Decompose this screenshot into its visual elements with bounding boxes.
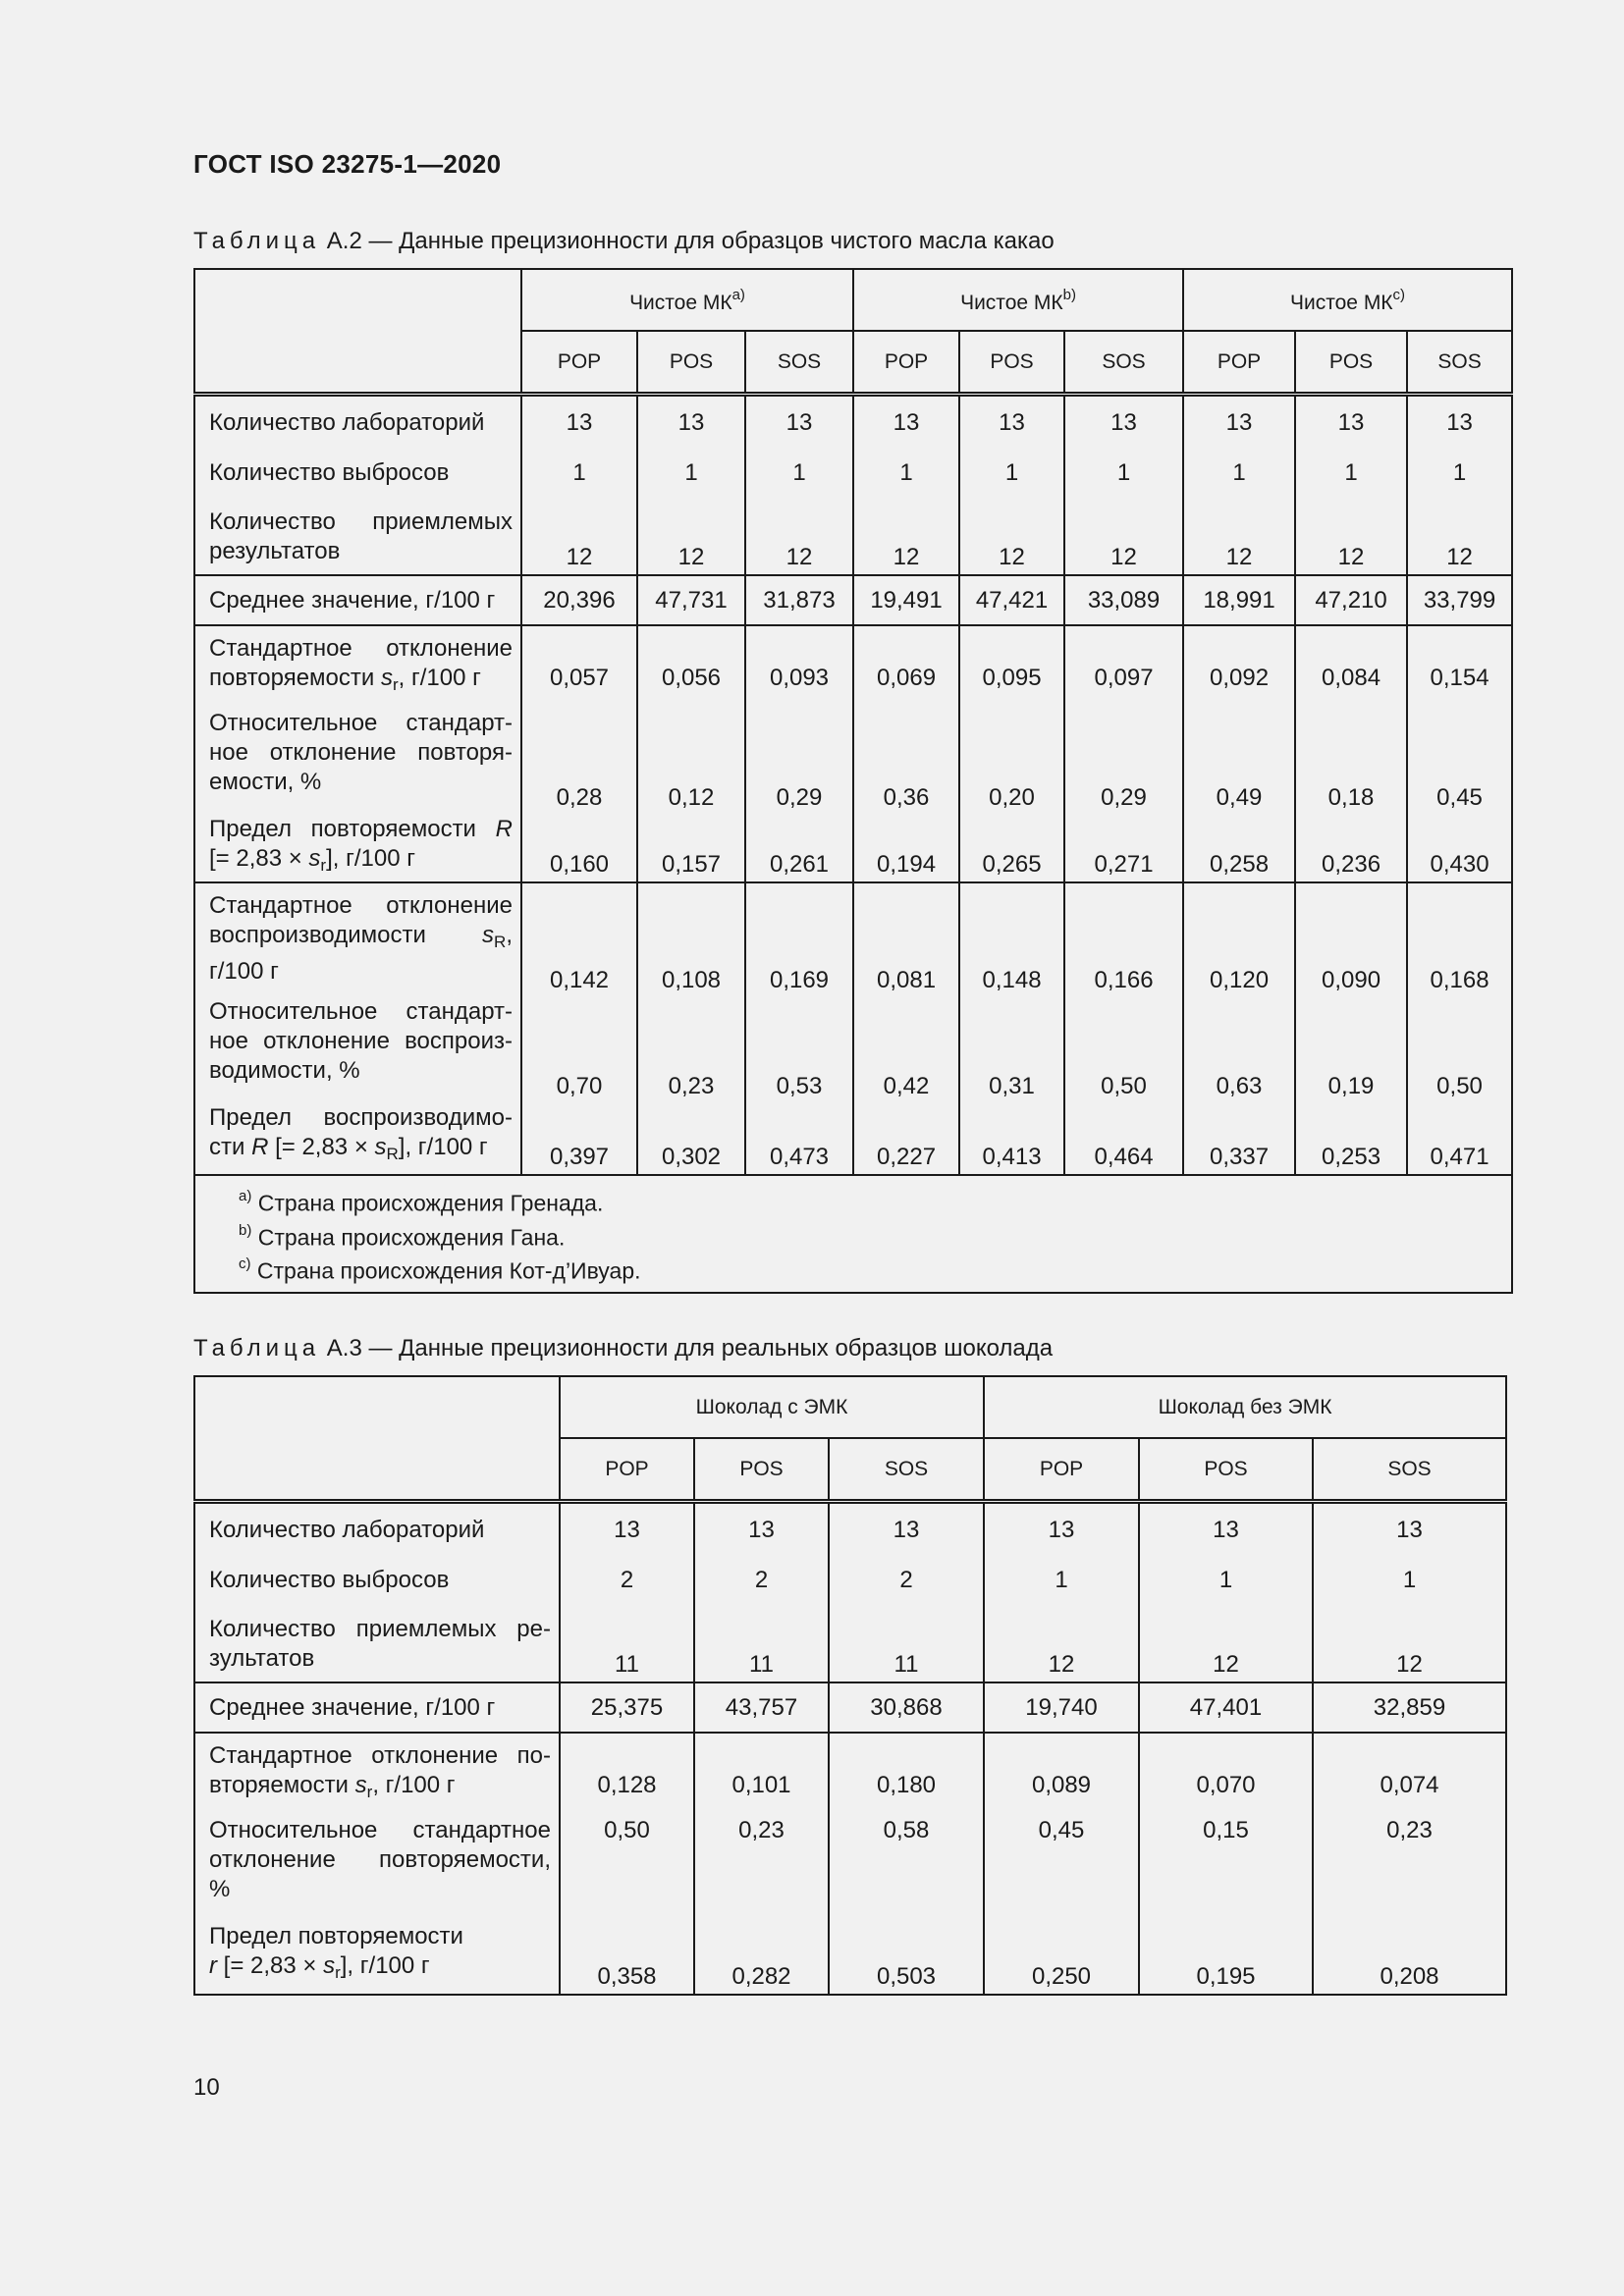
table-cell: 0,464 xyxy=(1064,1103,1183,1175)
column-header: SOS xyxy=(745,331,853,395)
column-header: SOS xyxy=(1313,1438,1506,1502)
table-cell: 0,089 xyxy=(984,1733,1139,1816)
page-number: 10 xyxy=(193,2074,220,2101)
table-cell: 0,50 xyxy=(560,1816,694,1922)
table-cell: 13 xyxy=(521,395,637,458)
table-cell: 0,45 xyxy=(984,1816,1139,1922)
table-cell: 0,154 xyxy=(1407,625,1512,709)
table-cell: 1 xyxy=(1313,1565,1506,1615)
group-header: Шоколад с ЭМК xyxy=(560,1376,984,1438)
row-label: Среднее значение, г/100 г xyxy=(209,586,496,614)
group-header: Чистое МК$^{c)}$ xyxy=(1183,269,1512,331)
column-header: POP xyxy=(560,1438,694,1502)
table-cell: 0,069 xyxy=(853,625,959,709)
table-cell: 0,503 xyxy=(829,1922,984,1995)
row-label: Стандартное отклонение воспроизводимости $s_R$, г/100 г xyxy=(194,882,521,997)
table-cell: 0,108 xyxy=(637,882,745,997)
table-cell: 0,081 xyxy=(853,882,959,997)
table-cell: 2 xyxy=(560,1565,694,1615)
table-cell: 12 xyxy=(1064,507,1183,575)
table-cell: 0,101 xyxy=(694,1733,829,1816)
table-cell: 0,227 xyxy=(853,1103,959,1175)
table-cell: 12 xyxy=(1295,507,1407,575)
table-cell: 0,090 xyxy=(1295,882,1407,997)
table-cell: 0,18 xyxy=(1295,709,1407,815)
table-cell: 13 xyxy=(984,1502,1139,1566)
table-cell: 0,195 xyxy=(1139,1922,1313,1995)
row-label: Относительное стандарт- ное отклонение воспроиз- водимости, % xyxy=(194,997,521,1103)
group-header: Чистое МК$^{a)}$ xyxy=(521,269,853,331)
table-row xyxy=(194,1615,1506,1682)
row-label: Относительное стандартное отклонение повторяемости, % xyxy=(194,1816,560,1922)
table-cell: 1 xyxy=(521,457,637,507)
table-cell: 0,15 xyxy=(1139,1816,1313,1922)
table-cell: 0,42 xyxy=(853,997,959,1103)
table-cell: 0,471 xyxy=(1407,1103,1512,1175)
table-cell: 13 xyxy=(959,395,1064,458)
table-cell: 0,070 xyxy=(1139,1733,1313,1816)
table-cell: 1 xyxy=(1183,457,1295,507)
table-cell: 0,160 xyxy=(521,815,637,882)
table-cell: 0,253 xyxy=(1295,1103,1407,1175)
table-cell: 2 xyxy=(829,1565,984,1615)
table-row xyxy=(194,1502,1506,1566)
table-footnotes xyxy=(194,1175,1512,1293)
table-cell: 13 xyxy=(1295,395,1407,458)
table-cell: 11 xyxy=(694,1615,829,1682)
table-cell: 13 xyxy=(829,1502,984,1566)
table-cell: 0,63 xyxy=(1183,997,1295,1103)
table-cell: 0,31 xyxy=(959,997,1064,1103)
table-cell: 13 xyxy=(637,395,745,458)
table-row xyxy=(194,625,1512,709)
table-cell: 47,210 xyxy=(1295,575,1407,625)
table-cell: 13 xyxy=(853,395,959,458)
column-header: SOS xyxy=(829,1438,984,1502)
table-cell: 0,095 xyxy=(959,625,1064,709)
table-cell: 12 xyxy=(853,507,959,575)
table-cell: 0,092 xyxy=(1183,625,1295,709)
table-cell: 0,265 xyxy=(959,815,1064,882)
stub-header xyxy=(194,1376,560,1502)
table-row xyxy=(194,1682,1506,1733)
table-cell: 0,50 xyxy=(1064,997,1183,1103)
table-cell: 0,337 xyxy=(1183,1103,1295,1175)
table-cell: 0,397 xyxy=(521,1103,637,1175)
table-cell: 0,28 xyxy=(521,709,637,815)
table-a3-caption: Таблица А.3 — Данные прецизионности для реальных образцов шоколада xyxy=(193,1335,1054,1362)
table-cell: 0,29 xyxy=(1064,709,1183,815)
table-cell: 0,29 xyxy=(745,709,853,815)
table-cell: 0,120 xyxy=(1183,882,1295,997)
table-row xyxy=(194,882,1512,997)
table-a2 xyxy=(193,268,1513,1294)
table-cell: 0,23 xyxy=(1313,1816,1506,1922)
table-cell: 12 xyxy=(984,1615,1139,1682)
table-cell: 12 xyxy=(1183,507,1295,575)
table-cell: 1 xyxy=(1407,457,1512,507)
row-label: Количество выбросов xyxy=(209,1567,450,1593)
table-cell: 12 xyxy=(1407,507,1512,575)
row-label: Количество лабораторий xyxy=(209,409,485,436)
table-cell: 32,859 xyxy=(1313,1682,1506,1733)
table-cell: 0,12 xyxy=(637,709,745,815)
table-cell: 0,430 xyxy=(1407,815,1512,882)
table-cell: 1 xyxy=(984,1565,1139,1615)
table-row xyxy=(194,997,1512,1103)
table-cell: 0,58 xyxy=(829,1816,984,1922)
table-cell: 0,20 xyxy=(959,709,1064,815)
table-cell: 13 xyxy=(1183,395,1295,458)
table-cell: 13 xyxy=(1139,1502,1313,1566)
table-cell: 20,396 xyxy=(521,575,637,625)
row-label: Количество выбросов xyxy=(209,459,450,486)
table-cell: 31,873 xyxy=(745,575,853,625)
table-cell: 0,236 xyxy=(1295,815,1407,882)
table-cell: 33,799 xyxy=(1407,575,1512,625)
document-code: ГОСТ ISO 23275-1—2020 xyxy=(193,149,502,179)
table-cell: 12 xyxy=(521,507,637,575)
row-label: Количество приемлемых ре- зультатов xyxy=(194,1615,560,1682)
table-cell: 19,740 xyxy=(984,1682,1139,1733)
table-cell: 0,358 xyxy=(560,1922,694,1995)
table-cell: 1 xyxy=(745,457,853,507)
table-cell: 12 xyxy=(959,507,1064,575)
table-cell: 47,401 xyxy=(1139,1682,1313,1733)
table-cell: 0,23 xyxy=(694,1816,829,1922)
column-header: POS xyxy=(637,331,745,395)
table-cell: 0,302 xyxy=(637,1103,745,1175)
table-cell: 0,208 xyxy=(1313,1922,1506,1995)
table-cell: 47,421 xyxy=(959,575,1064,625)
row-label: Относительное стандарт- ное отклонение повторя- емости, % xyxy=(194,709,521,815)
column-header: POP xyxy=(984,1438,1139,1502)
column-header: SOS xyxy=(1407,331,1512,395)
column-header: POP xyxy=(853,331,959,395)
table-cell: 1 xyxy=(959,457,1064,507)
table-cell: 0,084 xyxy=(1295,625,1407,709)
table-cell: 11 xyxy=(829,1615,984,1682)
footnote: $^{c)}$ Страна происхождения Кот-д’Ивуар. xyxy=(239,1255,641,1284)
row-label: Предел воспроизводимо- сти R [= $2,83 \times s_R$], г/100 г xyxy=(194,1103,521,1175)
table-cell: 0,258 xyxy=(1183,815,1295,882)
table-row xyxy=(194,457,1512,507)
row-label: Стандартное отклонение повторяемости $s_r$, г/100 г xyxy=(194,625,521,709)
table-cell: 0,128 xyxy=(560,1733,694,1816)
table-row xyxy=(194,1565,1506,1615)
table-cell: 47,731 xyxy=(637,575,745,625)
stub-header xyxy=(194,269,521,395)
row-label: Предел повторяемости R [= $2,83 \times s_r$], г/100 г xyxy=(194,815,521,882)
table-row xyxy=(194,815,1512,882)
table-cell: 11 xyxy=(560,1615,694,1682)
table-cell: 0,271 xyxy=(1064,815,1183,882)
table-a2-caption: Таблица А.2 — Данные прецизионности для образцов чистого масла какао xyxy=(193,228,1055,254)
table-row xyxy=(194,507,1512,575)
table-cell: 0,413 xyxy=(959,1103,1064,1175)
table-cell: 13 xyxy=(1313,1502,1506,1566)
table-row xyxy=(194,1922,1506,1995)
table-cell: 0,097 xyxy=(1064,625,1183,709)
table-cell: 19,491 xyxy=(853,575,959,625)
table-cell: 2 xyxy=(694,1565,829,1615)
table-row xyxy=(194,1733,1506,1816)
table-cell: 13 xyxy=(560,1502,694,1566)
table-cell: 0,074 xyxy=(1313,1733,1506,1816)
table-cell: 0,45 xyxy=(1407,709,1512,815)
column-header: POP xyxy=(1183,331,1295,395)
table-cell: 43,757 xyxy=(694,1682,829,1733)
column-header: POS xyxy=(1139,1438,1313,1502)
table-cell: 12 xyxy=(1313,1615,1506,1682)
table-cell: 33,089 xyxy=(1064,575,1183,625)
footnote: $^{a)}$ Страна происхождения Гренада. xyxy=(239,1188,604,1216)
row-label: Количество лабораторий xyxy=(209,1517,485,1543)
table-cell: 0,148 xyxy=(959,882,1064,997)
table-cell: 12 xyxy=(745,507,853,575)
table-cell: 13 xyxy=(1407,395,1512,458)
table-cell: 0,53 xyxy=(745,997,853,1103)
footnote: $^{b)}$ Страна происхождения Гана. xyxy=(239,1221,566,1251)
row-label: Количество приемлемых результатов xyxy=(194,507,521,575)
table-cell: 0,261 xyxy=(745,815,853,882)
table-cell: 0,157 xyxy=(637,815,745,882)
table-cell: 0,36 xyxy=(853,709,959,815)
table-cell: 0,169 xyxy=(745,882,853,997)
table-cell: 1 xyxy=(1064,457,1183,507)
table-a3 xyxy=(193,1375,1507,1996)
table-cell: 13 xyxy=(694,1502,829,1566)
group-header: Шоколад без ЭМК xyxy=(984,1376,1506,1438)
table-cell: 30,868 xyxy=(829,1682,984,1733)
table-cell: 0,056 xyxy=(637,625,745,709)
table-row xyxy=(194,1816,1506,1922)
column-header: SOS xyxy=(1064,331,1183,395)
table-cell: 1 xyxy=(1139,1565,1313,1615)
table-row xyxy=(194,575,1512,625)
table-cell: 0,473 xyxy=(745,1103,853,1175)
table-cell: 1 xyxy=(853,457,959,507)
table-row xyxy=(194,709,1512,815)
table-cell: 0,70 xyxy=(521,997,637,1103)
table-cell: 13 xyxy=(1064,395,1183,458)
table-row xyxy=(194,395,1512,458)
column-header: POP xyxy=(521,331,637,395)
table-cell: 1 xyxy=(637,457,745,507)
table-cell: 0,168 xyxy=(1407,882,1512,997)
table-cell: 0,19 xyxy=(1295,997,1407,1103)
table-cell: 12 xyxy=(1139,1615,1313,1682)
column-header: POS xyxy=(694,1438,829,1502)
table-cell: 12 xyxy=(637,507,745,575)
group-header: Чистое МК$^{b)}$ xyxy=(853,269,1183,331)
table-cell: 0,093 xyxy=(745,625,853,709)
column-header: POS xyxy=(1295,331,1407,395)
row-label: Стандартное отклонение по- вторяемости $s_r$, г/100 г xyxy=(194,1733,560,1816)
table-cell: 1 xyxy=(1295,457,1407,507)
table-cell: 0,250 xyxy=(984,1922,1139,1995)
table-cell: 0,23 xyxy=(637,997,745,1103)
table-row xyxy=(194,1103,1512,1175)
table-cell: 25,375 xyxy=(560,1682,694,1733)
table-cell: 0,142 xyxy=(521,882,637,997)
table-cell: 0,166 xyxy=(1064,882,1183,997)
table-cell: 0,180 xyxy=(829,1733,984,1816)
table-cell: 0,50 xyxy=(1407,997,1512,1103)
table-cell: 13 xyxy=(745,395,853,458)
table-cell: 0,49 xyxy=(1183,709,1295,815)
table-cell: 18,991 xyxy=(1183,575,1295,625)
row-label: Предел повторяемости r [= $2,83 \times s_r$], г/100 г xyxy=(194,1922,560,1995)
row-label: Среднее значение, г/100 г xyxy=(209,1693,496,1721)
table-cell: 0,194 xyxy=(853,815,959,882)
column-header: POS xyxy=(959,331,1064,395)
table-cell: 0,057 xyxy=(521,625,637,709)
table-cell: 0,282 xyxy=(694,1922,829,1995)
